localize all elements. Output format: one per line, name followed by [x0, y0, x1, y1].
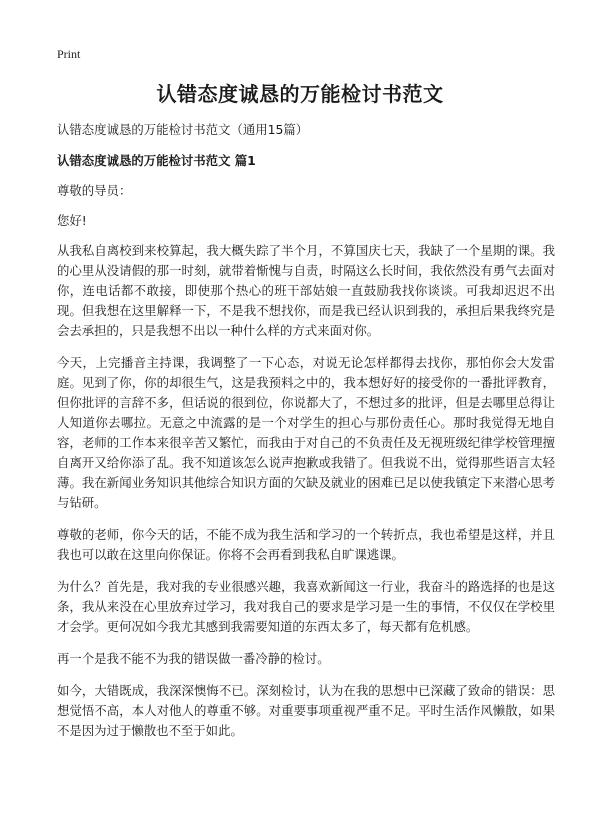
document-subtitle: 认错态度诚恳的万能检讨书范文（通用15篇） [57, 122, 309, 137]
body-paragraph: 如今，大错既成，我深深懊悔不已。深刻检讨，认为在我的思想中已深藏了致命的错误：思想觉悟不高，本人对他人的尊重不够。对重要事项重视严重不足。平时生活作风懒散，如果不是因为过于懒散也不至于如此。 [57, 683, 555, 738]
body-paragraph: 尊敬的老师，你今天的话，不能不成为我生活和学习的一个转折点，我也希望是这样，并且我也可以敢在这里向你保证。你将不会再看到我私自旷课逃课。 [57, 527, 555, 562]
print-link[interactable]: Print [57, 47, 81, 61]
greeting: 您好! [57, 213, 87, 228]
section-heading: 认错态度诚恳的万能检讨书范文 篇1 [57, 153, 256, 168]
page-title: 认错态度诚恳的万能检讨书范文 [156, 82, 444, 106]
body-paragraph: 再一个是我不能不为我的错误做一番冷静的检讨。 [57, 651, 330, 666]
salutation: 尊敬的导员： [57, 183, 132, 198]
document-body [57, 120, 555, 753]
body-paragraph: 为什么？首先是，我对我的专业很感兴趣，我喜欢新闻这一行业，我奋斗的路选择的也是这条，我从来没在心里放弃过学习，我对我自己的要求是学习是一生的事情，不仅仅在学校里才会学。更何况如今我尤其感到我需要知道的东西太多了，每天都有危机感。 [57, 579, 555, 634]
body-paragraph: 从我私自离校到来校算起，我大概失踪了半个月，不算国庆七天，我缺了一个星期的课。我的心里从没请假的那一时刻，就带着惭愧与自责，时隔这么长时间，我依然没有勇气去面对你，连电话都不敢接，即使那个热心的班干部姑娘一直鼓励我找你谈谈。可我却迟迟不出现。但我想在这里解释一下，不是我不想找你，而是我已经认识到我的，承担后果我终究是会去承担的，只是我想不出以一种什么样的方式来面对你。 [57, 243, 555, 338]
body-paragraph: 今天，上完播音主持课，我调整了一下心态，对说无论怎样都得去找你，那怕你会大发雷庭。见到了你，你的却很生气，这是我预料之中的，我本想好好的接受你的一番批评教育，但你批评的言辞不多，但话说的很到位，你说都大了，不想过多的批评，但是去哪里总得让人知道你去哪拉。无意之中流露的是一个对学生的担心与那份责任心。那时我觉得无地自容，老师的工作本来很辛苦又繁忙，而我由于对自己的不负责任及无视班级纪律学校管理擅自离开又给你添了乱。我不知道该怎么说声抱歉或我错了。但我说不出，觉得那些语言太轻薄。我在新闻业务知识其他综合知识方面的欠缺及就业的困难已足以使我镇定下来潜心思考与钻研。 [57, 355, 555, 510]
